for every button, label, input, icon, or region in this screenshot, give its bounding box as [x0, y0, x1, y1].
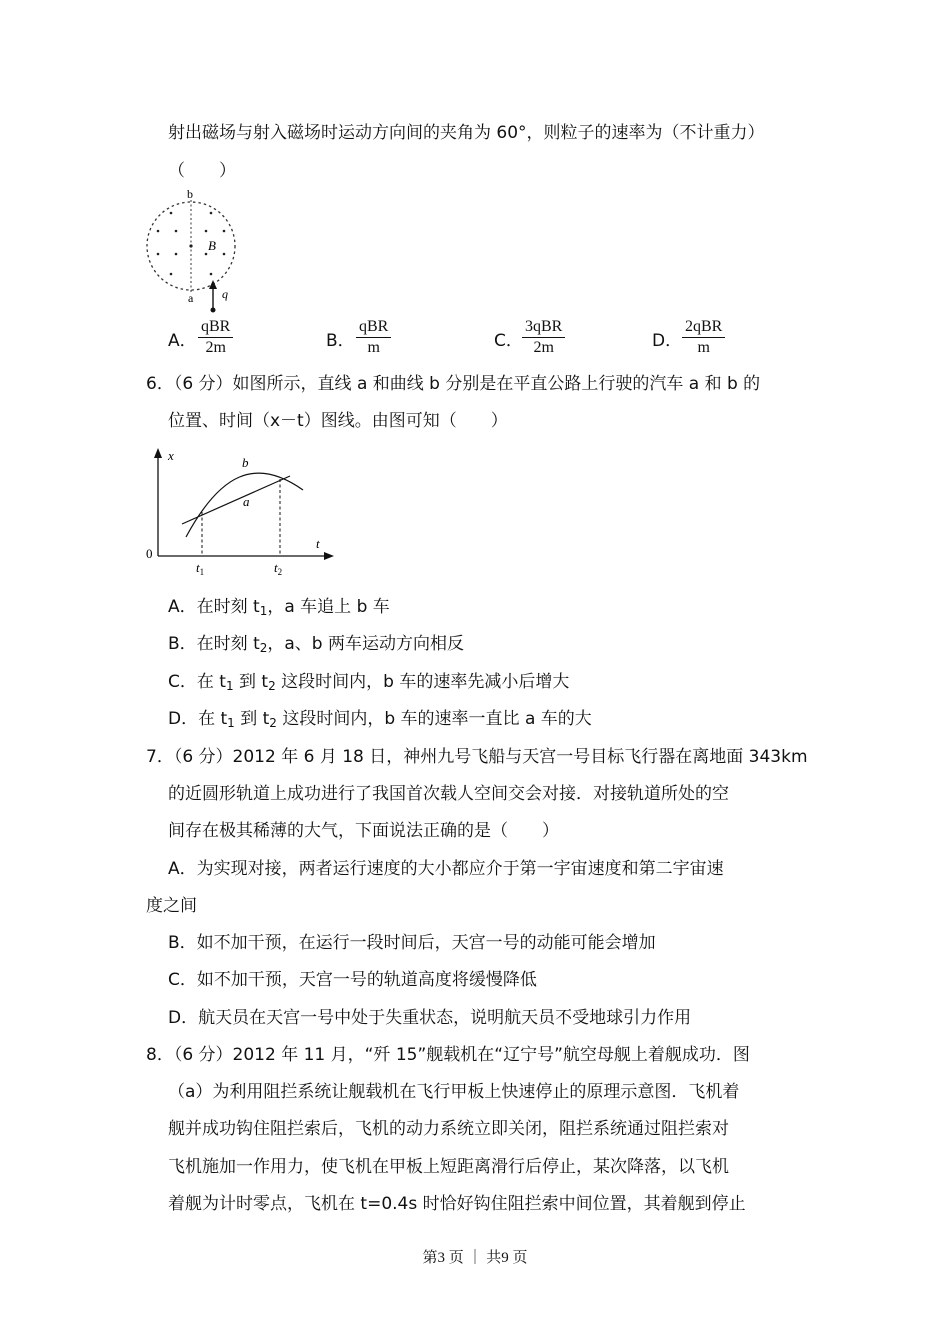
q7-option-c: C．如不加干预，天宫一号的轨道高度将缓慢降低	[168, 970, 537, 990]
page-footer: 第3 页 ｜ 共9 页	[422, 1250, 528, 1266]
origin-label: 0	[146, 546, 153, 561]
curve-b-label: b	[242, 455, 249, 470]
label-b: b	[187, 187, 193, 201]
q8-stem-line-1: 8．（6 分）2012 年 11 月，“歼 15”舰载机在“辽宁号”航空母舰上着舰成功．图	[146, 1045, 750, 1065]
q5-option-c-label: C．	[494, 331, 523, 351]
q6-stem-line-1: 6．（6 分）如图所示，直线 a 和曲线 b 分别是在平直公路上行驶的汽车 a 和 b 的	[146, 374, 761, 394]
q7-option-d: D．航天员在天宫一号中处于失重状态，说明航天员不受地球引力作用	[168, 1008, 692, 1028]
q8-stem-line-4: 飞机施加一作用力，使飞机在甲板上短距离滑行后停止，某次降落，以飞机	[168, 1157, 729, 1177]
q5-option-b-label: B．	[326, 331, 355, 351]
q5-option-a-fraction: qBR 2m	[198, 318, 233, 357]
q5-magnetic-field-figure	[138, 186, 248, 316]
t2-label: $t_2$	[274, 560, 283, 577]
x-axis-label: t	[316, 536, 320, 551]
q5-option-a-label: A．	[168, 331, 197, 351]
label-B: B	[208, 238, 216, 253]
q8-stem-line-3: 舰并成功钩住阻拦索后，飞机的动力系统立即关闭，阻拦系统通过阻拦索对	[168, 1119, 729, 1139]
q7-stem-line-2: 的近圆形轨道上成功进行了我国首次载人空间交会对接．对接轨道所处的空	[168, 784, 729, 804]
q5-option-d-label: D．	[652, 331, 683, 351]
q5-stem-line: 射出磁场与射入磁场时运动方向间的夹角为 60°，则粒子的速率为（不计重力）	[168, 123, 765, 143]
t1-label: $t_1$	[196, 560, 205, 577]
line-a-label: a	[243, 494, 250, 509]
q6-option-c: C．在 $t_1$ 到 $t_2$ 这段时间内，b 车的速率先减小后增大	[168, 672, 570, 693]
q7-option-a-line-2: 度之间	[146, 896, 197, 916]
q6-option-b: B．在时刻 $t_2$，a、b 两车运动方向相反	[168, 634, 464, 655]
q6-xt-graph	[140, 444, 340, 580]
q6-option-a: A．在时刻 $t_1$，a 车追上 b 车	[168, 597, 390, 618]
q5-option-c-fraction: 3qBR 2m	[522, 318, 565, 357]
q8-stem-line-2: （a）为利用阻拦系统让舰载机在飞行甲板上快速停止的原理示意图．飞机着	[168, 1082, 740, 1102]
q7-stem-line-1: 7．（6 分）2012 年 6 月 18 日，神州九号飞船与天宫一号目标飞行器在离地面 343km	[146, 747, 808, 767]
q5-option-b-fraction: qBR m	[356, 318, 391, 357]
q7-option-a-line-1: A．为实现对接，两者运行速度的大小都应介于第一宇宙速度和第二宇宙速	[168, 859, 724, 879]
q5-answer-blank: （ ）	[168, 161, 236, 181]
q7-option-b: B．如不加干预，在运行一段时间后，天宫一号的动能可能会增加	[168, 933, 656, 953]
q6-stem-line-2: 位置、时间（x－t）图线。由图可知（ ）	[168, 411, 508, 431]
label-a: a	[188, 291, 194, 305]
y-axis-label: x	[168, 448, 174, 463]
q6-option-d: D．在 $t_1$ 到 $t_2$ 这段时间内，b 车的速率一直比 a 车的大	[168, 709, 592, 730]
q7-stem-line-3: 间存在极其稀薄的大气，下面说法正确的是（ ）	[168, 821, 559, 841]
q8-stem-line-5: 着舰为计时零点，飞机在 t=0.4s 时恰好钩住阻拦索中间位置，其着舰到停止	[168, 1194, 746, 1214]
label-q: q	[222, 287, 228, 301]
q5-option-d-fraction: 2qBR m	[682, 318, 725, 357]
